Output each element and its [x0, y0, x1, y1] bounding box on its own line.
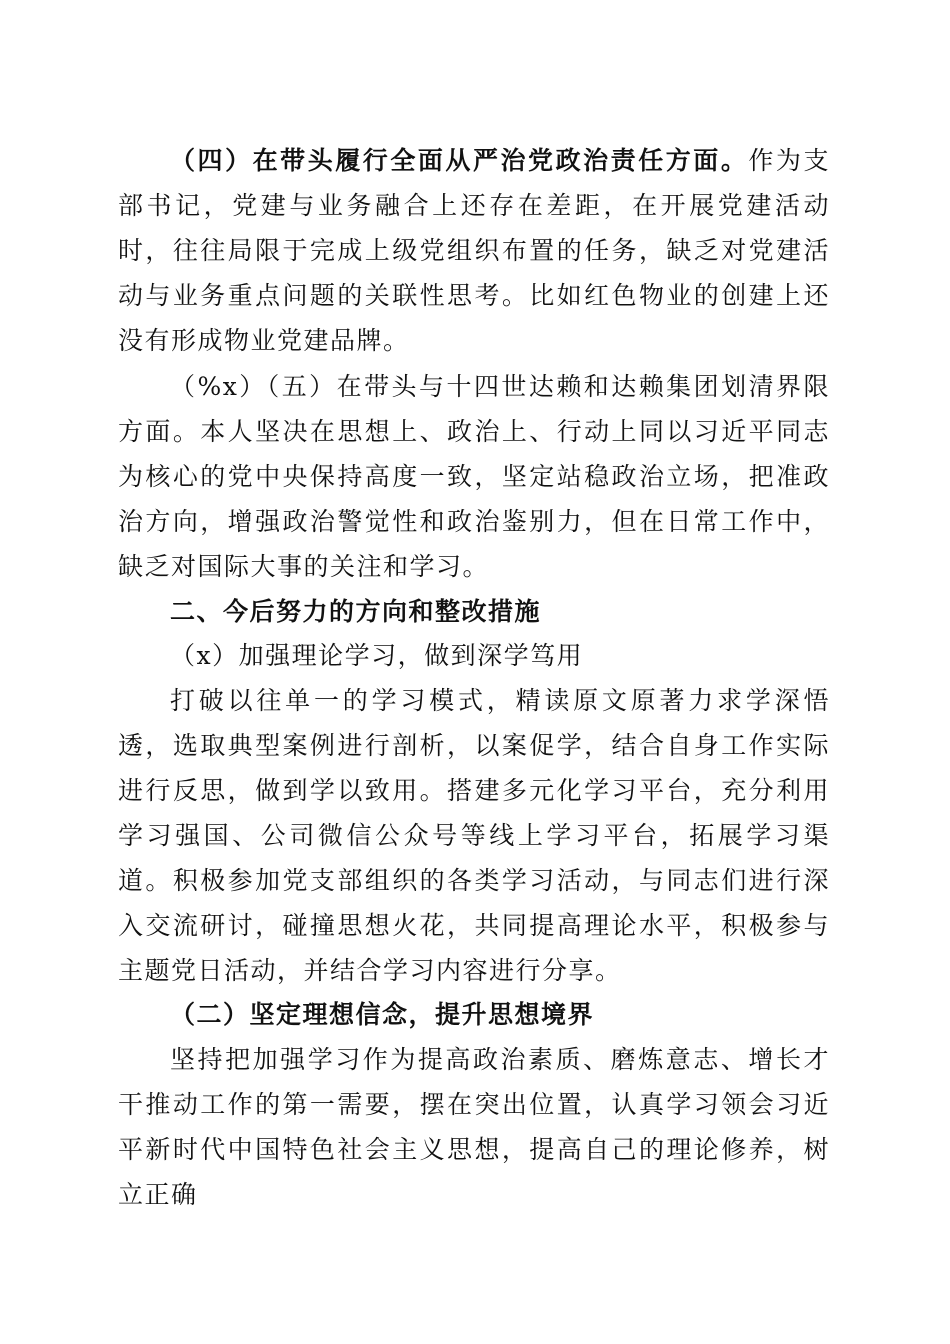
paragraph-four-body: 作为支部书记，党建与业务融合上还存在差距，在开展党建活动时，往往局限于完成上级党组织布置的任务，缺乏对党建活动与业务重点问题的关联性思考。比如红色物业的创建上还没有形成物业党建品牌。 [118, 146, 830, 355]
paragraph-four-lead: （四）在带头履行全面从严治党政治责任方面。 [170, 146, 749, 175]
paragraph-belief: 坚持把加强学习作为提高政治素质、磨炼意志、增长才干推动工作的第一需要，摆在突出位置，认真学习领会习近平新时代中国特色社会主义思想，提高自己的理论修养，树立正确 [118, 1045, 830, 1209]
subheading-two: （二）坚定理想信念，提升思想境界 [170, 1000, 595, 1029]
paragraph-study: 打破以往单一的学习模式，精读原文原著力求学深悟透，选取典型案例进行剖析，以案促学，结合自身工作实际进行反思，做到学以致用。搭建多元化学习平台，充分利用学习强国、公司微信公众号等线上学习平台，拓展学习渠道。积极参加党支部组织的各类学习活动，与同志们进行深入交流研讨，碰撞思想火花，共同提高理论水平，积极参与主题党日活动，并结合学习内容进行分享。 [118, 686, 830, 985]
subheading-one: （x）加强理论学习，做到深学笃用 [170, 641, 584, 670]
paragraph-four [118, 138, 830, 363]
section-heading-two: 二、今后努力的方向和整改措施 [170, 597, 542, 626]
paragraph-five: （%x）（五）在带头与十四世达赖和达赖集团划清界限方面。本人坚决在思想上、政治上、行动上同以习近平同志为核心的党中央保持高度一致，坚定站稳政治立场，把准政治方向，增强政治警觉性和政治鉴别力，但在日常工作中，缺乏对国际大事的关注和学习。 [118, 372, 830, 581]
